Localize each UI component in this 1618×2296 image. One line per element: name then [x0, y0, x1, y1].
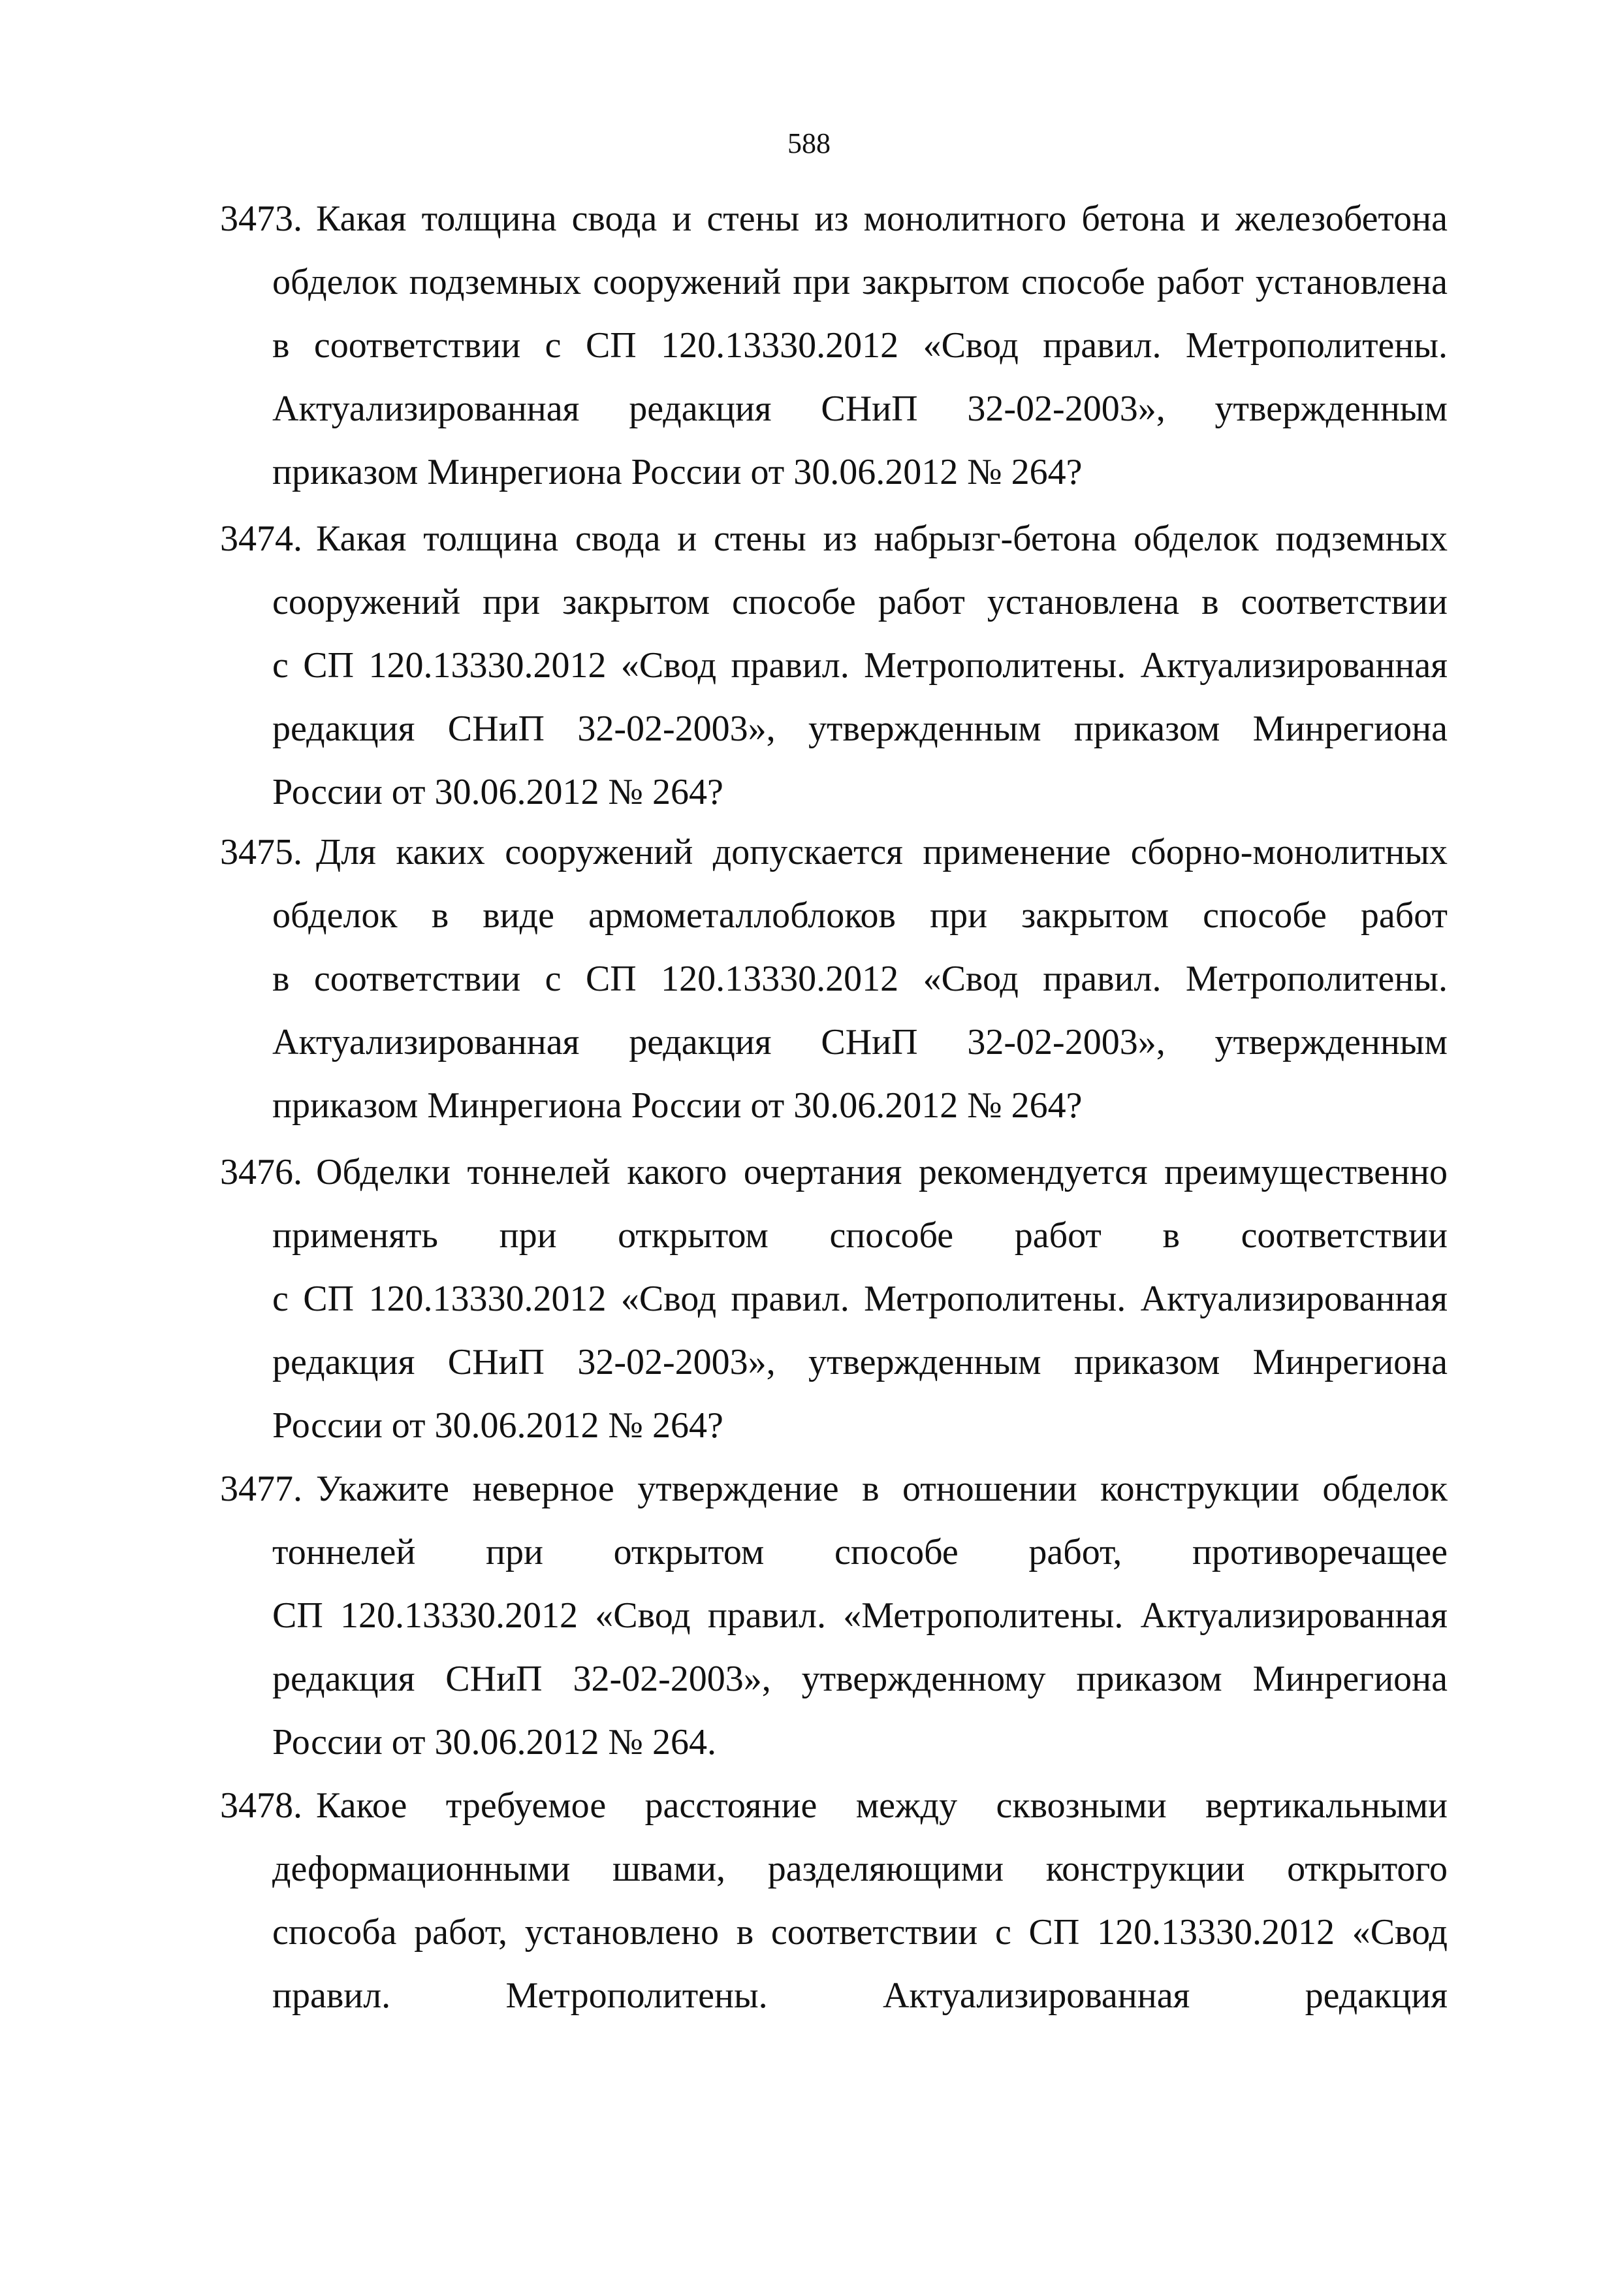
question-text-line: Актуализированная редакция СНиП 32-02-2003», утвержденным [272, 389, 1448, 429]
question-text-line: Обделки тоннелей какого очертания рекомендуется преимущественно [316, 1152, 1448, 1192]
question-text-line: России от 30.06.2012 № 264. [272, 1722, 716, 1762]
question-text-line: Актуализированная редакция СНиП 32-02-2003», утвержденным [272, 1022, 1448, 1062]
question-text-line: СП 120.13330.2012 «Свод правил. «Метрополитены. Актуализированная [272, 1595, 1448, 1636]
question-number: 3478. [220, 1785, 302, 1826]
question-text-line: Какая толщина свода и стены из монолитного бетона и железобетона [316, 199, 1448, 239]
question-number: 3477. [220, 1469, 302, 1509]
question-number: 3473. [220, 199, 302, 239]
question-text-line: обделок в виде армометаллоблоков при закрытом способе работ [272, 895, 1448, 936]
question-text-line: способа работ, установлено в соответствии с СП 120.13330.2012 «Свод [272, 1912, 1448, 1953]
question-text-line: Для каких сооружений допускается применение сборно-монолитных [316, 832, 1448, 872]
question-text-line: применять при открытом способе работ в соответствии [272, 1215, 1448, 1256]
question-text-line: деформационными швами, разделяющими конструкции открытого [272, 1849, 1448, 1889]
question-text-line: приказом Минрегиона России от 30.06.2012 № 264? [272, 452, 1083, 492]
question-number: 3476. [220, 1152, 302, 1192]
question-text-line: тоннелей при открытом способе работ, противоречащее [272, 1532, 1448, 1572]
question-text-line: России от 30.06.2012 № 264? [272, 772, 723, 812]
question-text-line: приказом Минрегиона России от 30.06.2012 № 264? [272, 1085, 1083, 1126]
question-text-line: правил. Метрополитены. Актуализированная редакция [272, 1975, 1448, 2016]
question-text-line: в соответствии с СП 120.13330.2012 «Свод правил. Метрополитены. [272, 959, 1448, 999]
question-text-line: редакция СНиП 32-02-2003», утвержденному приказом Минрегиона [272, 1659, 1448, 1699]
question-text-line: России от 30.06.2012 № 264? [272, 1405, 723, 1446]
question-text-line: в соответствии с СП 120.13330.2012 «Свод правил. Метрополитены. [272, 325, 1448, 366]
question-text-line: обделок подземных сооружений при закрытом способе работ установлена [272, 262, 1448, 302]
page-number: 588 [787, 127, 831, 159]
question-number: 3474. [220, 518, 302, 559]
question-number: 3475. [220, 832, 302, 872]
question-text-line: сооружений при закрытом способе работ установлена в соответствии [272, 582, 1448, 622]
question-text-line: редакция СНиП 32-02-2003», утвержденным приказом Минрегиона [272, 709, 1448, 749]
question-text-line: Укажите неверное утверждение в отношении конструкции обделок [316, 1469, 1448, 1509]
question-text-line: Какое требуемое расстояние между сквозными вертикальными [316, 1785, 1448, 1826]
question-text-line: с СП 120.13330.2012 «Свод правил. Метрополитены. Актуализированная [272, 1279, 1448, 1319]
question-text-line: с СП 120.13330.2012 «Свод правил. Метрополитены. Актуализированная [272, 645, 1448, 686]
question-text-line: Какая толщина свода и стены из набрызг-бетона обделок подземных [316, 518, 1448, 559]
question-text-line: редакция СНиП 32-02-2003», утвержденным приказом Минрегиона [272, 1342, 1448, 1382]
